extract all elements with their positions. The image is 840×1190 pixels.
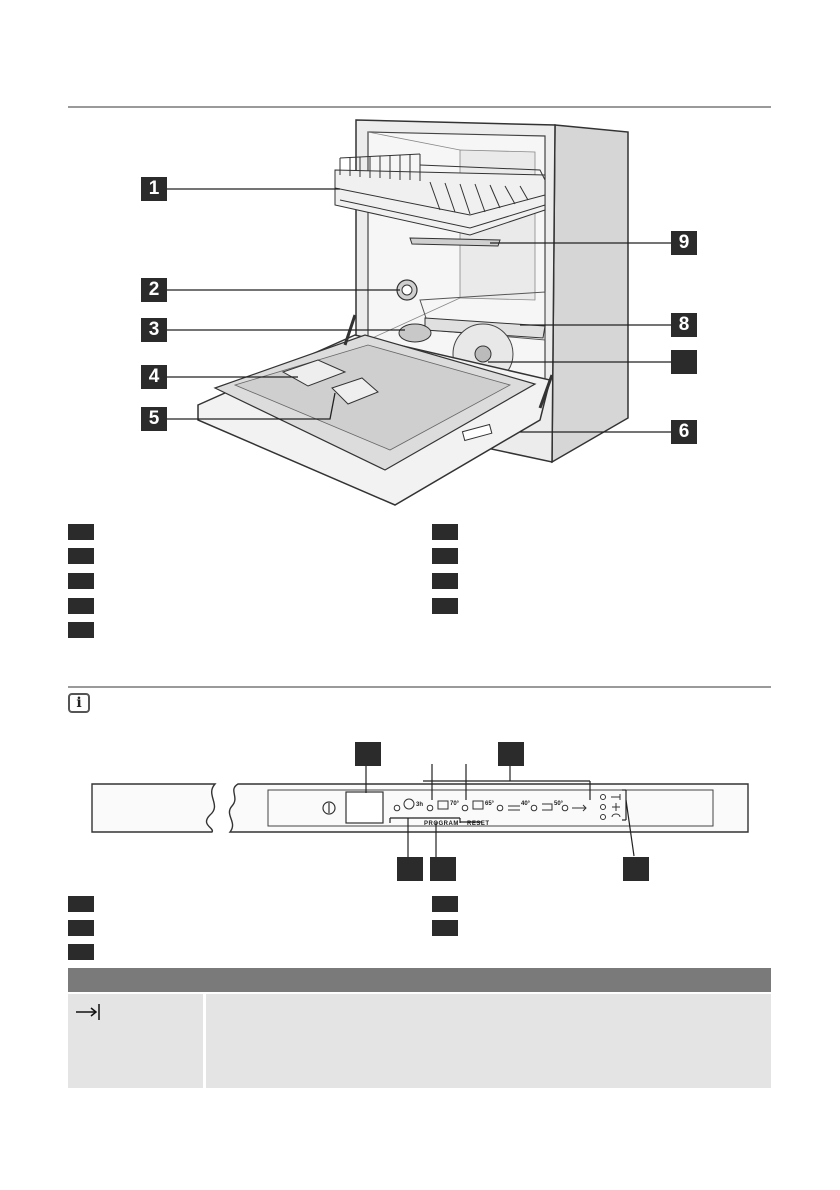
- delay-label: 3h: [416, 802, 424, 808]
- symbol-table-row: [68, 994, 771, 1088]
- temp-50-label: 50°: [554, 801, 564, 807]
- legend-box: [432, 896, 458, 912]
- temp-40-label: 40°: [521, 801, 531, 807]
- info-icon: i: [68, 693, 90, 713]
- legend-box: [68, 944, 94, 960]
- temp-70-label: 70°: [450, 801, 460, 807]
- legend-box: [68, 896, 94, 912]
- panel-callout: [498, 742, 524, 766]
- arrow-to-bar-icon: [74, 1000, 104, 1024]
- display: [346, 792, 383, 823]
- program-label: PROGRAM: [424, 821, 459, 827]
- callout-5: 5: [141, 407, 167, 431]
- callout-6: 6: [671, 420, 697, 444]
- callout-2: 2: [141, 278, 167, 302]
- callout-8: 8: [671, 313, 697, 337]
- callout-3: 3: [141, 318, 167, 342]
- panel-strip-left: [92, 784, 215, 832]
- panel-callout: [397, 857, 423, 881]
- legend-box: [68, 920, 94, 936]
- callout-9: 9: [671, 231, 697, 255]
- callout-1: 1: [141, 177, 167, 201]
- temp-65-label: 65°: [485, 801, 495, 807]
- reset-label: RESET: [467, 821, 490, 827]
- table-cell-separator: [203, 994, 206, 1088]
- legend-box: [432, 920, 458, 936]
- panel-callout: [623, 857, 649, 881]
- panel-callout: [355, 742, 381, 766]
- panel-callout: [430, 857, 456, 881]
- callout-4: 4: [141, 365, 167, 389]
- symbol-table-header: [68, 968, 771, 992]
